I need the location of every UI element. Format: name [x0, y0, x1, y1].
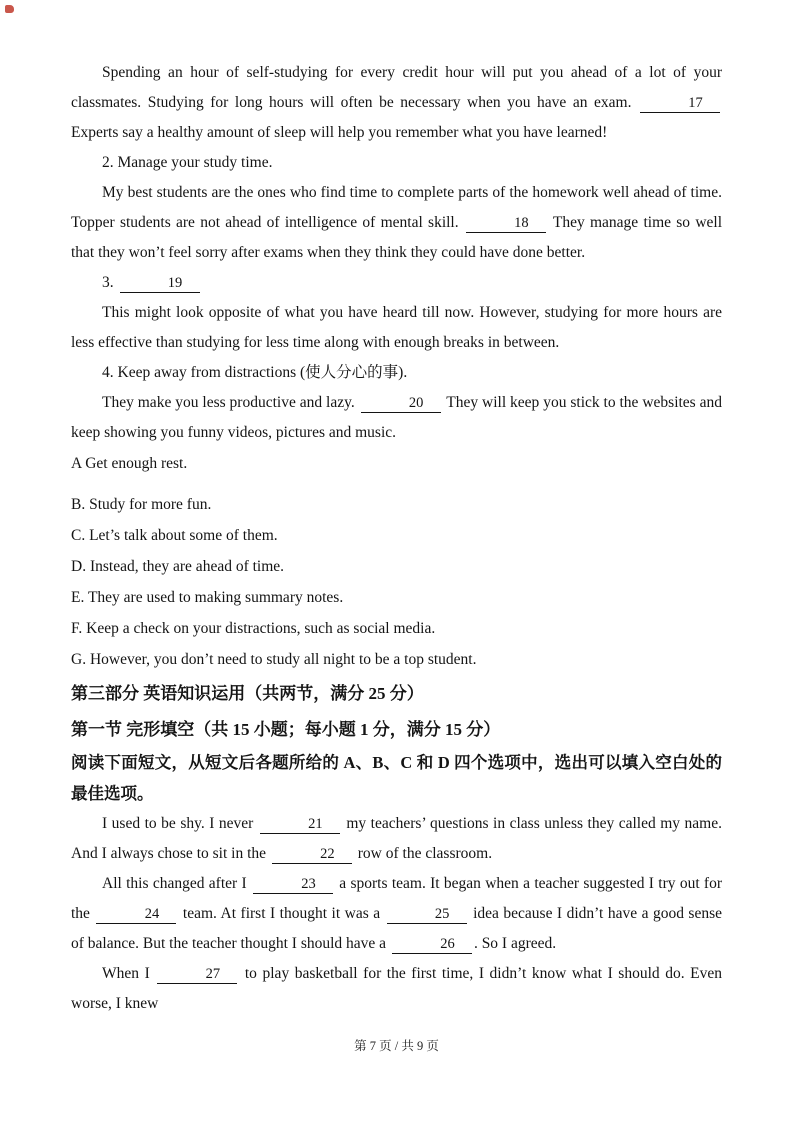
- blank-19: 19: [120, 274, 200, 293]
- cloze-paragraph-2: All this changed after I 23 a sports team. It began when a teacher suggested I try out for the 24 team. At first I thought it was a 25 idea because I didn’t have a good sense of balance. But the teacher thought I should have a 26 . So I agreed.: [71, 875, 723, 952]
- blank-21: 21: [260, 815, 340, 834]
- blank-26: 26: [392, 935, 472, 954]
- blank-25: 25: [387, 905, 467, 924]
- blank-22: 22: [272, 845, 352, 864]
- paragraph-breaks: This might look opposite of what you have heard till now. However, studying for more hours are less effective than studying for less time along with enough breaks in between.: [71, 304, 722, 351]
- blank-24: 24: [96, 905, 176, 924]
- cloze-instructions: 阅读下面短文，从短文后各题所给的 A、B、C 和 D 四个选项中，选出可以填入空白处的最佳选项。: [71, 753, 722, 803]
- point-2-heading: 2. Manage your study time.: [102, 154, 273, 171]
- page-number-footer: 第 7 页 / 共 9 页: [354, 1039, 439, 1053]
- option-e: E. They are used to making summary notes.: [71, 589, 344, 606]
- reading-section: [71, 58, 722, 675]
- part-three-heading: 第三部分 英语知识运用（共两节，满分 25 分）: [71, 684, 424, 703]
- cloze-paragraph-1: I used to be shy. I never 21 my teachers’ questions in class unless they called my name. And I always chose to sit in the 22 row of the classroom.: [71, 815, 722, 862]
- option-d: D. Instead, they are ahead of time.: [71, 558, 285, 575]
- section-one-heading: 第一节 完形填空（共 15 小题；每小题 1 分，满分 15 分）: [71, 720, 501, 739]
- blank-27: 27: [157, 965, 237, 984]
- cloze-paragraph-3: When I 27 to play basketball for the first time, I didn’t know what I should do. Even worse, I knew: [71, 965, 723, 1012]
- blank-18: 18: [466, 214, 546, 233]
- option-g: G. However, you don’t need to study all night to be a top student.: [71, 651, 477, 668]
- paragraph-blank-18: My best students are the ones who find time to complete parts of the homework well ahead of time. Topper students are not ahead of intelligence of mental skill. 18 They manage time so well that they won’t feel sorry after exams when they think they could have done better.: [71, 184, 722, 261]
- option-c: C. Let’s talk about some of them.: [71, 527, 278, 544]
- paragraph-blank-17: Spending an hour of self-studying for every credit hour will put you ahead of a lot of your classmates. Studying for long hours will often be necessary when you have an exam. 17 Experts say a healthy amount of sleep will help you remember what you have learned!: [71, 64, 722, 141]
- option-b: B. Study for more fun.: [71, 496, 212, 513]
- option-f: F. Keep a check on your distractions, such as social media.: [71, 620, 436, 637]
- red-corner-mark: [5, 5, 14, 13]
- blank-20: 20: [361, 394, 441, 413]
- answer-options-list: [71, 449, 722, 675]
- point-4-heading: 4. Keep away from distractions (使人分心的事).: [102, 364, 408, 381]
- option-a: A Get enough rest.: [71, 455, 188, 472]
- cloze-section: [71, 677, 722, 1019]
- paragraph-blank-20: They make you less productive and lazy. 20 They will keep you stick to the websites and keep showing you funny videos, pictures and music.: [71, 394, 723, 441]
- blank-17: 17: [640, 94, 720, 113]
- point-3-blank-19: 3. 19: [71, 268, 722, 298]
- blank-23: 23: [253, 875, 333, 894]
